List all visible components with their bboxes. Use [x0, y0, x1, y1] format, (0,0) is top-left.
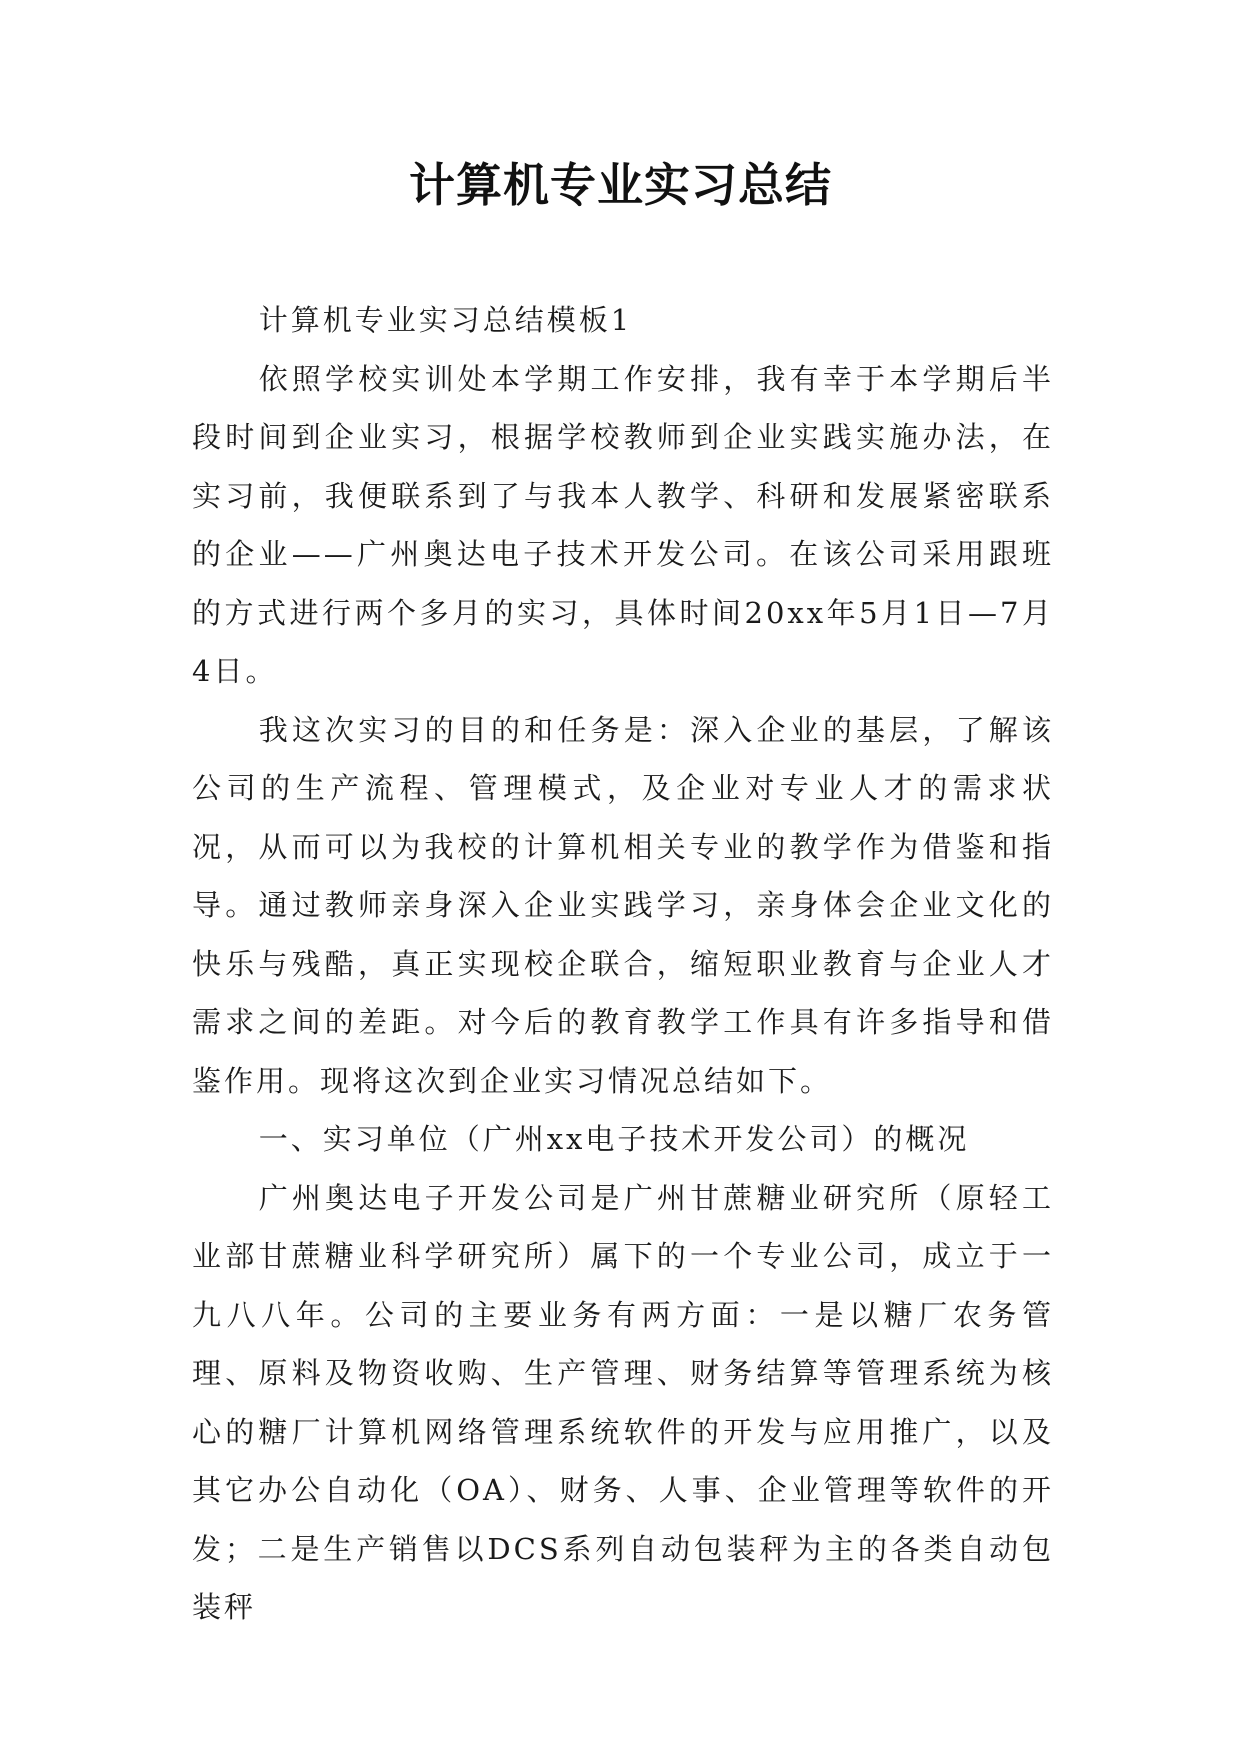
paragraph-2: 我这次实习的目的和任务是：深入企业的基层，了解该公司的生产流程、管理模式，及企业对专业人才的需求状况，从而可以为我校的计算机相关专业的教学作为借鉴和指导。通过教师亲身深入企业实践学习，亲身体会企业文化的快乐与残酷，真正实现校企联合，缩短职业教育与企业人才需求之间的差距。对今后的教育教学工作具有许多指导和借鉴作用。现将这次到企业实习情况总结如下。	[192, 712, 1054, 1098]
document-body	[192, 291, 1054, 1637]
document-title: 计算机专业实习总结	[409, 158, 832, 212]
section-heading-1: 一、实习单位（广州xx电子技术开发公司）的概况	[258, 1122, 970, 1156]
paragraph-3: 广州奥达电子开发公司是广州甘蔗糖业研究所（原轻工业部甘蔗糖业科学研究所）属下的一个专业公司，成立于一九八八年。公司的主要业务有两方面：一是以糖厂农务管理、原料及物资收购、生产管理、财务结算等管理系统为核心的糖厂计算机网络管理系统软件的开发与应用推广，以及其它办公自动化（OA）、财务、人事、企业管理等软件的开发；二是生产销售以DCS系列自动包装秤为主的各类自动包装秤	[192, 1180, 1054, 1624]
section-heading: 计算机专业实习总结模板1	[258, 303, 633, 337]
paragraph-1: 依照学校实训处本学期工作安排，我有幸于本学期后半段时间到企业实习，根据学校教师到企业实践实施办法，在实习前，我便联系到了与我本人教学、科研和发展紧密联系的企业——广州奥达电子技术开发公司。在该公司采用跟班的方式进行两个多月的实习，具体时间20xx年5月1日—7月4日。	[192, 361, 1054, 688]
